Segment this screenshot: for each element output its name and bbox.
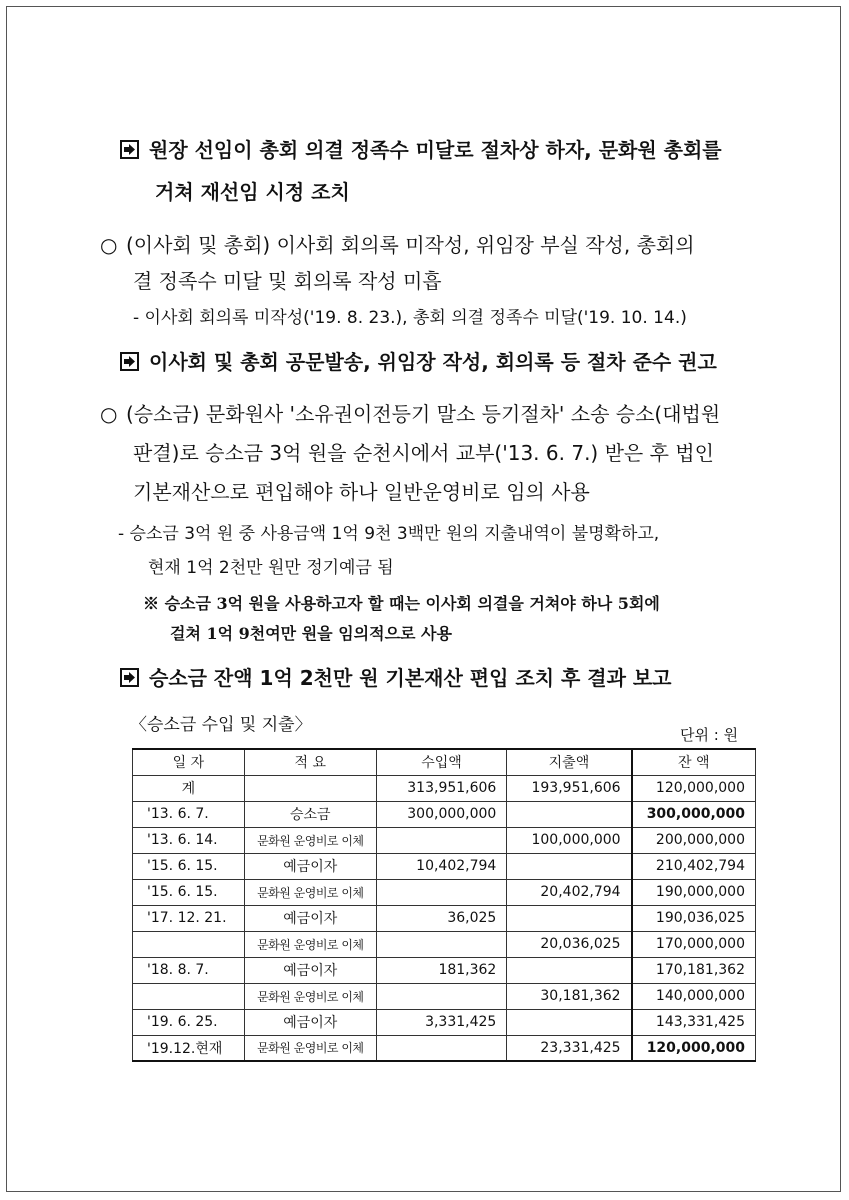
cell-balance: 140,000,000 xyxy=(632,983,756,1009)
income-expense-table xyxy=(132,748,756,1062)
cell-date: '18. 8. 7. xyxy=(133,957,245,983)
arrow-box-icon xyxy=(120,140,139,159)
table-row xyxy=(133,931,756,957)
cell-expense xyxy=(507,853,632,879)
cell-date: '19.12.현재 xyxy=(133,1035,245,1061)
table-caption: 〈승소금 수입 및 지출〉 xyxy=(130,715,312,735)
cell-income xyxy=(376,827,507,853)
cell-balance: 190,036,025 xyxy=(632,905,756,931)
cell-desc: 문화원 운영비로 이체 xyxy=(244,931,376,957)
cell-income xyxy=(376,1035,507,1061)
header-desc: 적 요 xyxy=(244,749,376,775)
cell-balance: 170,181,362 xyxy=(632,957,756,983)
cell-expense: 20,402,794 xyxy=(507,879,632,905)
cell-balance: 120,000,000 xyxy=(632,775,756,801)
header-balance: 잔 액 xyxy=(632,749,756,775)
table-unit: 단위 : 원 xyxy=(680,726,739,744)
cell-expense xyxy=(507,1009,632,1035)
finding2-sub-line2: 현재 1억 2천만 원만 정기예금 됨 xyxy=(148,558,394,578)
cell-desc: 예금이자 xyxy=(244,853,376,879)
cell-expense xyxy=(507,905,632,931)
cell-expense: 30,181,362 xyxy=(507,983,632,1009)
cell-income xyxy=(376,879,507,905)
cell-date: '19. 6. 25. xyxy=(133,1009,245,1035)
finding2-line3: 기본재산으로 편입해야 하나 일반운영비로 임의 사용 xyxy=(133,480,590,504)
cell-income: 10,402,794 xyxy=(376,853,507,879)
table-row xyxy=(133,827,756,853)
cell-desc: 문화원 운영비로 이체 xyxy=(244,1035,376,1061)
cell-date xyxy=(133,983,245,1009)
finding2-sub-line1: - 승소금 3억 원 중 사용금액 1억 9천 3백만 원의 지출내역이 불명확하고, xyxy=(118,524,660,544)
cell-expense: 23,331,425 xyxy=(507,1035,632,1061)
cell-balance: 170,000,000 xyxy=(632,931,756,957)
cell-desc: 문화원 운영비로 이체 xyxy=(244,983,376,1009)
cell-balance: 210,402,794 xyxy=(632,853,756,879)
cell-date: '13. 6. 14. xyxy=(133,827,245,853)
cell-balance: 143,331,425 xyxy=(632,1009,756,1035)
cell-desc: 문화원 운영비로 이체 xyxy=(244,827,376,853)
cell-expense xyxy=(507,801,632,827)
cell-income xyxy=(376,931,507,957)
table-row xyxy=(133,905,756,931)
cell-income xyxy=(376,983,507,1009)
cell-income: 181,362 xyxy=(376,957,507,983)
finding2-line2: 판결)로 승소금 3억 원을 순천시에서 교부('13. 6. 7.) 받은 후 법인 xyxy=(133,441,714,465)
table-total-row xyxy=(133,775,756,801)
cell-date: '13. 6. 7. xyxy=(133,801,245,827)
arrow-box-icon xyxy=(120,352,139,371)
table-row xyxy=(133,853,756,879)
cell-balance: 300,000,000 xyxy=(632,801,756,827)
table-row xyxy=(133,957,756,983)
table-header-row xyxy=(133,749,756,775)
cell-desc: 예금이자 xyxy=(244,957,376,983)
bullet-circle: ○ xyxy=(100,233,118,257)
cell-balance: 120,000,000 xyxy=(632,1035,756,1061)
table-row xyxy=(133,983,756,1009)
finding2-line1: ○ (승소금) 문화원사 '소유권이전등기 말소 등기절차' 소송 승소(대법원 xyxy=(100,402,721,426)
table-row xyxy=(133,1035,756,1061)
cell-expense xyxy=(507,957,632,983)
cell-desc: 예금이자 xyxy=(244,1009,376,1035)
cell-desc: 승소금 xyxy=(244,801,376,827)
cell-balance: 190,000,000 xyxy=(632,879,756,905)
cell-income: 3,331,425 xyxy=(376,1009,507,1035)
finding1-line1: ○ (이사회 및 총회) 이사회 회의록 미작성, 위임장 부실 작성, 총회의 xyxy=(100,233,695,257)
cell-date xyxy=(133,931,245,957)
cell-expense: 20,036,025 xyxy=(507,931,632,957)
cell-expense: 193,951,606 xyxy=(507,775,632,801)
cell-date: '15. 6. 15. xyxy=(133,853,245,879)
finding1-sub: - 이사회 회의록 미작성('19. 8. 23.), 총회 의결 정족수 미달('19. 10. 14.) xyxy=(133,308,687,328)
cell-expense: 100,000,000 xyxy=(507,827,632,853)
cell-date: '15. 6. 15. xyxy=(133,879,245,905)
arrow-box-icon xyxy=(120,668,139,687)
table-row xyxy=(133,1009,756,1035)
cell-income: 36,025 xyxy=(376,905,507,931)
finding2-note-line1: ※ 승소금 3억 원을 사용하고자 할 때는 이사회 의결을 거쳐야 하나 5회에 xyxy=(143,594,660,613)
section1-heading-line2: 거쳐 재선임 시정 조치 xyxy=(155,180,350,204)
cell-date: 계 xyxy=(133,775,245,801)
section1-heading-line1: 원장 선임이 총회 의결 정족수 미달로 절차상 하자, 문화원 총회를 xyxy=(120,134,722,163)
cell-desc xyxy=(244,775,376,801)
cell-date: '17. 12. 21. xyxy=(133,905,245,931)
header-income: 수입액 xyxy=(376,749,507,775)
cell-desc: 문화원 운영비로 이체 xyxy=(244,879,376,905)
cell-balance: 200,000,000 xyxy=(632,827,756,853)
finding1-line2: 결 정족수 미달 및 회의록 작성 미흡 xyxy=(133,269,442,293)
cell-desc: 예금이자 xyxy=(244,905,376,931)
cell-income: 313,951,606 xyxy=(376,775,507,801)
bullet-circle: ○ xyxy=(100,402,118,426)
table-row xyxy=(133,801,756,827)
finding2-note-line2: 걸쳐 1억 9천여만 원을 임의적으로 사용 xyxy=(170,624,452,643)
section2-heading: 이사회 및 총회 공문발송, 위임장 작성, 회의록 등 절차 준수 권고 xyxy=(120,346,717,375)
section3-heading: 승소금 잔액 1억 2천만 원 기본재산 편입 조치 후 결과 보고 xyxy=(120,662,672,691)
table-row xyxy=(133,879,756,905)
header-expense: 지출액 xyxy=(507,749,632,775)
header-date: 일 자 xyxy=(133,749,245,775)
cell-income: 300,000,000 xyxy=(376,801,507,827)
